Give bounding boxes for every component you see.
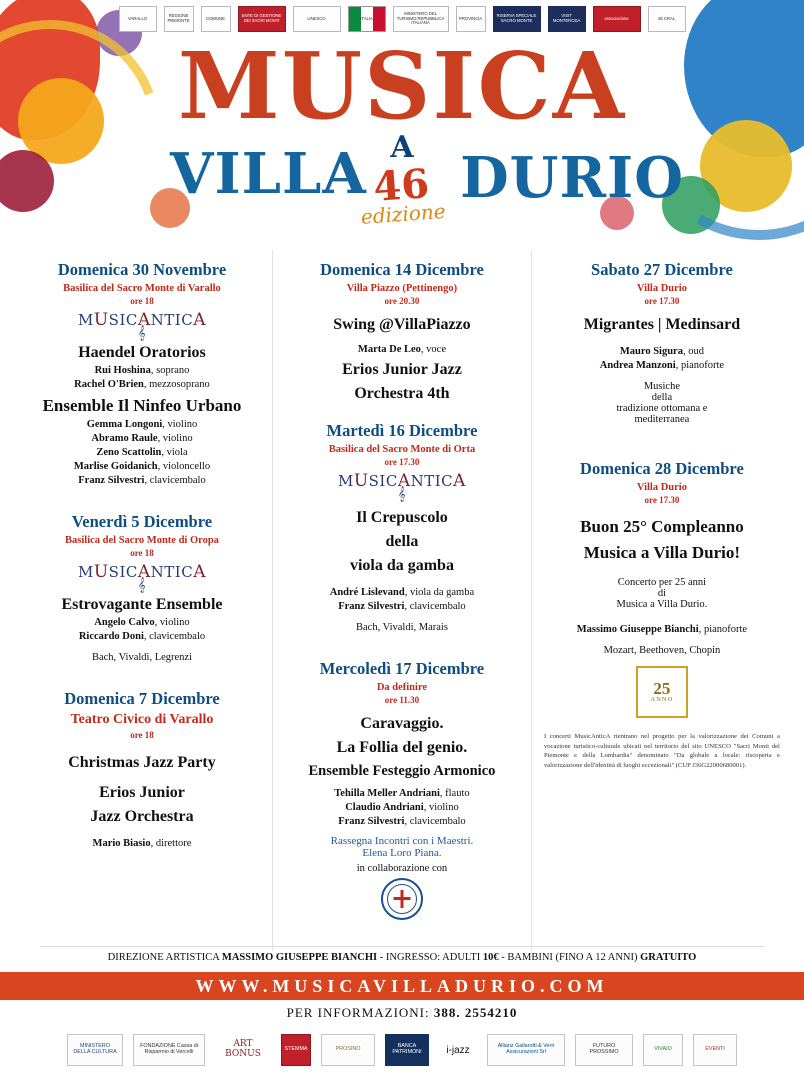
performer-name: Gemma Longoni <box>86 419 163 430</box>
performer-role: flauto <box>445 788 470 799</box>
edition-number: 46 <box>371 160 431 211</box>
logo-visit-monterosa: VISIT MONTEROSA <box>548 6 586 32</box>
event-day: Domenica 28 Dicembre <box>580 459 744 478</box>
ticket-price-children: GRATUITO <box>640 952 697 963</box>
logo-provincia: PROVINCIA <box>456 6 486 32</box>
performer-name: Abramo Raule <box>91 433 158 444</box>
divider <box>40 946 764 947</box>
logo-fondazione-cassa-risparmio: FONDAZIONE Cassa di Risparmio di Vercelli <box>133 1034 205 1066</box>
performer-name: Rui Hoshina <box>94 365 151 376</box>
logo-comune-stemma: STEMMA <box>281 1034 311 1066</box>
poster-title-musica: MUSICA <box>177 32 627 140</box>
event-venue: Basilica del Sacro Monte di Varallo <box>63 283 221 294</box>
logo-allianz-gallarotti-verri: Allianz Gallarotti & Verri Assicurazioni Srl <box>487 1034 565 1066</box>
performer-name: Rachel O'Brien <box>74 379 144 390</box>
event-day: Martedì 16 Dicembre <box>326 421 478 440</box>
performer-role: violino <box>167 419 198 430</box>
performer-line: Massimo Giuseppe Bianchi, pianoforte <box>576 624 748 635</box>
event-day: Mercoledì 17 Dicembre <box>319 659 485 678</box>
performer-line: Andrea Manzoni, pianoforte <box>599 360 725 371</box>
event-card <box>281 421 523 633</box>
logo-ministero-del-turismo: MINISTERO DEL TURISMO REPUBBLICA ITALIANA <box>393 6 449 32</box>
performer-name: Franz Silvestri <box>338 601 405 612</box>
event-headline: viola da gamba <box>349 557 454 574</box>
performer-role: pianoforte <box>703 624 748 635</box>
performer-line: Tehilla Meller Andriani, flauto <box>334 788 470 799</box>
performer-role: violino <box>159 617 190 628</box>
performer-line: Rachel O'Brien, mezzosoprano <box>74 379 210 390</box>
logo-ministero-della-cultura: MINISTERO DELLA CULTURA <box>67 1034 123 1066</box>
performer-line: Zeno Scattolin, viola <box>96 447 188 458</box>
logo-futuro-prossimo: FUTURO PROSSIMO <box>575 1034 633 1066</box>
performer-name: Riccardo Doni <box>78 631 144 642</box>
event-program-note: Bach, Vivaldi, Legrenzi <box>91 652 193 663</box>
event-time: ore 18 <box>130 730 154 740</box>
event-headline: Christmas Jazz Party <box>68 754 216 771</box>
project-fineprint: I concerti MusicAnticA rientrano nel progetto per la valorizzazione dei Comuni a vocazione turistico-culturale ubicati nel territorio del sito UNESCO "Sacri Monti del Piemonte e della Lombardia" denominato "Da globale a locale: riscoperta e valorizzazione dell'identità di luoghi eccezionali" (CUP J36G22000680001). <box>543 733 780 769</box>
program-grid <box>0 250 804 950</box>
logo-bandiera-italia: ITALIA <box>348 6 386 32</box>
direzione-mid2: - BAMBINI (FINO A 12 ANNI) <box>498 952 641 963</box>
event-card <box>540 260 784 425</box>
performer-role: clavicembalo <box>149 475 206 486</box>
event-time: ore 17.30 <box>644 296 680 306</box>
performer-line: Mario Biasio, direttore <box>92 838 192 849</box>
program-line: Musiche <box>643 381 680 392</box>
logo-art-bonus: ART BONUS <box>225 1039 261 1059</box>
performer-role: soprano <box>156 365 190 376</box>
anniversary-label: ANNO <box>650 696 674 703</box>
program-column-2 <box>272 250 532 950</box>
event-ensemble: Ensemble Il Ninfeo Urbano <box>42 396 242 415</box>
partner-seal-icon <box>381 878 423 920</box>
event-headline: Musica a Villa Durio! <box>583 543 741 562</box>
contact-phone[interactable]: 388. 2554210 <box>433 1005 518 1020</box>
spacer <box>281 633 523 649</box>
event-headline: della <box>385 533 419 550</box>
event-venue: Villa Durio <box>636 482 687 493</box>
event-card <box>281 260 523 403</box>
event-card <box>20 689 264 849</box>
direzione-name: MASSIMO GIUSEPPE BIANCHI <box>221 952 378 963</box>
event-headline: Orchestra 4th <box>354 385 450 402</box>
program-line: della <box>651 392 673 403</box>
event-headline: Estrovagante Ensemble <box>61 596 223 613</box>
program-line: Concerto per 25 anni <box>617 577 707 588</box>
performer-role: clavicembalo <box>409 816 466 827</box>
event-headline: Migrantes | Medinsard <box>583 316 741 333</box>
performer-role: mezzosoprano <box>149 379 210 390</box>
musicantica-logo: MUSICANTICA 𝄞 <box>281 471 523 499</box>
event-headline: Haendel Oratorios <box>78 344 206 361</box>
event-day: Sabato 27 Dicembre <box>591 260 733 279</box>
performer-name: Angelo Calvo <box>94 617 155 628</box>
music-note-icon: 𝄞 <box>397 487 407 502</box>
event-venue: Basilica del Sacro Monte di Oropa <box>65 535 219 546</box>
website-url-bar[interactable]: WWW.MUSICAVILLADURIO.COM <box>0 972 804 1000</box>
spacer <box>281 403 523 411</box>
logo-riserva-sacro-monte: RISERVA SPECIALE SACRO MONTE <box>493 6 541 32</box>
logo-vivaio: VIVAIO <box>643 1034 683 1066</box>
performer-role: voce <box>426 344 446 355</box>
performer-line: Claudio Andriani, violino <box>345 802 459 813</box>
performer-name: André Lislevand <box>329 587 405 598</box>
contact-info-line <box>0 1005 804 1021</box>
performer-line: Marlise Goidanich, violoncello <box>73 461 211 472</box>
event-headline: La Follia del genio. <box>336 739 468 756</box>
logo-eventi: EVENTI <box>693 1034 737 1066</box>
contact-label: PER INFORMAZIONI: <box>286 1005 434 1020</box>
performer-name: Marlise Goidanich <box>73 461 158 472</box>
poster-title-durio: DURIO <box>460 145 684 211</box>
performer-name: Claudio Andriani <box>345 802 424 813</box>
event-headline: Ensemble Festeggio Armonico <box>308 763 496 779</box>
logo-prosino: PROSINO <box>321 1034 375 1066</box>
edition-badge <box>358 160 447 229</box>
event-headline: Jazz Orchestra <box>90 808 194 825</box>
direzione-mid: - INGRESSO: ADULTI <box>377 952 483 963</box>
logo-cral: 26 CRAL <box>648 6 686 32</box>
performer-name: Mauro Sigura <box>619 346 683 357</box>
performer-role: violino <box>162 433 193 444</box>
performer-line: Marta De Leo, voce <box>357 344 446 355</box>
logo-comune: COMUNE <box>201 6 231 32</box>
performer-line: Angelo Calvo, violino <box>94 617 190 628</box>
event-program-note: Mozart, Beethoven, Chopin <box>603 645 721 656</box>
performer-line: Gemma Longoni, violino <box>86 419 198 430</box>
performer-line: Franz Silvestri, clavicembalo <box>338 816 466 827</box>
collaboration-label: in collaborazione con <box>356 863 448 874</box>
event-headline: Il Crepuscolo <box>356 509 448 526</box>
performer-name: Andrea Manzoni <box>599 360 676 371</box>
performer-role: direttore <box>155 838 192 849</box>
event-headline: Swing @VillaPiazzo <box>333 316 471 333</box>
event-time: ore 17.30 <box>384 457 420 467</box>
event-time: ore 11.30 <box>384 695 420 705</box>
event-card <box>540 459 784 718</box>
performer-name: Franz Silvestri <box>338 816 405 827</box>
poster-title-villa: VILLA <box>170 141 367 207</box>
series-title: Rassegna Incontri con i Maestri. <box>330 835 474 847</box>
spacer <box>20 486 264 502</box>
logo-banca: BANCA PATRIMONI <box>385 1034 429 1066</box>
spacer <box>540 425 784 449</box>
logo-comune-varallo: VARALLO <box>119 6 157 32</box>
logo-unesco: UNESCO <box>293 6 341 32</box>
cross-icon <box>400 890 403 908</box>
performer-line: André Lislevand, viola da gamba <box>329 587 475 598</box>
music-note-icon: 𝄞 <box>137 326 147 341</box>
musicantica-logo: MUSICANTICA 𝄞 <box>20 562 264 590</box>
performer-role: violoncello <box>162 461 211 472</box>
performer-name: Marta De Leo <box>357 344 421 355</box>
series-subtitle: Elena Loro Piana. <box>362 847 442 859</box>
event-time: ore 18 <box>130 296 154 306</box>
performer-name: Franz Silvestri <box>78 475 145 486</box>
logo-associazione: associazione <box>593 6 641 32</box>
performer-line: Franz Silvestri, clavicembalo <box>78 475 206 486</box>
event-day: Domenica 14 Dicembre <box>320 260 484 279</box>
program-line: Musica a Villa Durio. <box>616 599 708 610</box>
performer-name: Massimo Giuseppe Bianchi <box>576 624 699 635</box>
program-column-3 <box>532 250 792 950</box>
event-headline: Erios Junior Jazz <box>342 361 462 378</box>
event-venue: Villa Piazzo (Pettinengo) <box>346 283 458 294</box>
event-headline: Erios Junior <box>99 784 185 801</box>
event-time: ore 20.30 <box>384 296 420 306</box>
music-note-icon: 𝄞 <box>137 578 147 593</box>
event-venue: Da definire <box>376 682 428 693</box>
event-day: Domenica 7 Dicembre <box>64 689 220 708</box>
anniversary-number: 25 <box>653 679 671 698</box>
poster-title-a: A <box>390 130 414 165</box>
event-time: ore 17.30 <box>644 495 680 505</box>
performer-role: oud <box>688 346 704 357</box>
performer-name: Zeno Scattolin <box>96 447 162 458</box>
performer-role: viola da gamba <box>409 587 475 598</box>
event-card <box>281 659 523 920</box>
performer-line: Franz Silvestri, clavicembalo <box>338 601 466 612</box>
performer-line: Abramo Raule, violino <box>91 433 193 444</box>
event-venue: Teatro Civico di Varallo <box>70 712 214 727</box>
event-day: Domenica 30 Novembre <box>57 260 227 279</box>
direzione-prefix: DIREZIONE ARTISTICA <box>107 952 222 963</box>
ticket-price-adults: 10€ <box>482 952 499 963</box>
program-line: di <box>657 588 666 599</box>
anniversary-badge <box>636 666 688 718</box>
event-card <box>20 512 264 663</box>
logo-i-jazz: i-jazz <box>446 1044 470 1056</box>
logo-ente-gestione-sacri-monti: ENTE DI GESTIONE DEI SACRI MONTI <box>238 6 286 32</box>
event-program-note: Bach, Vivaldi, Marais <box>356 622 448 633</box>
event-headline: Caravaggio. <box>360 715 444 732</box>
event-day: Venerdì 5 Dicembre <box>71 512 213 531</box>
performer-role: viola <box>166 447 188 458</box>
edition-word: edizione <box>360 199 447 229</box>
performer-role: clavicembalo <box>149 631 206 642</box>
spacer <box>20 663 264 679</box>
event-venue: Villa Durio <box>636 283 687 294</box>
musicantica-logo: MUSICANTICA 𝄞 <box>20 310 264 338</box>
artistic-direction-line <box>0 952 804 963</box>
performer-role: pianoforte <box>680 360 725 371</box>
performer-role: violino <box>428 802 459 813</box>
event-venue: Basilica del Sacro Monte di Orta <box>328 444 476 455</box>
performer-line: Riccardo Doni, clavicembalo <box>78 631 206 642</box>
institutional-logo-strip <box>0 0 804 38</box>
performer-line: Mauro Sigura, oud <box>619 346 704 357</box>
event-card <box>20 260 264 486</box>
program-line: tradizione ottomana e <box>616 403 708 414</box>
sponsor-logo-strip <box>0 1028 804 1072</box>
performer-name: Mario Biasio <box>92 838 151 849</box>
event-time: ore 18 <box>130 548 154 558</box>
performer-name: Tehilla Meller Andriani <box>334 788 440 799</box>
event-headline: Buon 25° Compleanno <box>580 517 744 536</box>
program-line: mediterranea <box>634 414 690 425</box>
program-column-1 <box>12 250 272 950</box>
performer-role: clavicembalo <box>409 601 466 612</box>
logo-regione-piemonte: REGIONE PIEMONTE <box>164 6 194 32</box>
performer-line: Rui Hoshina, soprano <box>94 365 190 376</box>
